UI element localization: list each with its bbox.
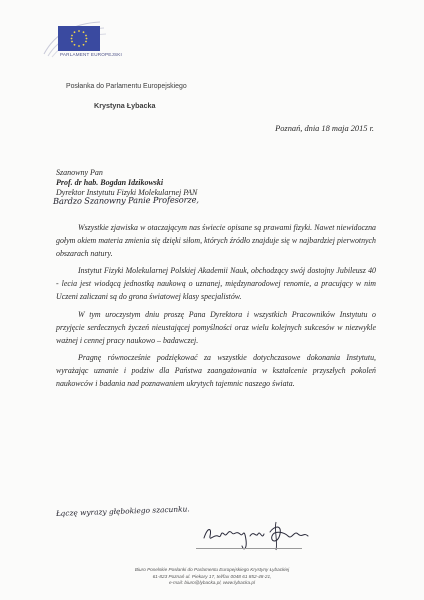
letter-body <box>56 221 376 394</box>
handwritten-closing: Łączę wyrazy głębokiego szacunku. <box>55 504 190 518</box>
handwritten-salutation: Bardzo Szanowny Panie Profesorze, <box>52 194 199 206</box>
logo-text: PARLAMENT EUROPEJSKI <box>60 52 123 57</box>
footer-office: Biuro Poselskie Posłanki do Parlamentu Europejskiego Krystyny Łybackiej <box>134 567 290 572</box>
recipient-name: Prof. dr hab. Bogdan Idzikowski <box>56 178 164 187</box>
body-paragraph: W tym uroczystym dniu proszę Pana Dyrektora i wszystkich Pracowników Instytutu o przyjęcie serdecznych życzeń nieustającej pomyślności oraz wielu kolejnych sukcesów w niezwykle ważnej i cennej pracy naukowo – badawczej. <box>56 309 376 345</box>
signature-line <box>196 548 302 549</box>
footer-address: 61-823 Poznań ul. Piekary 17, tel/fax 0048 61 852-48-21, <box>152 573 272 579</box>
recipient-position: Dyrektor Instytutu Fizyki Molekularnej PAN <box>56 188 198 197</box>
body-paragraph: Instytut Fizyki Molekularnej Polskiej Akademii Nauk, obchodzący swój dostojny Jubileusz 40 - lecia jest wiodącą jednostką naukową o uznanej, międzynarodowej renomie, a pracujący w nim Uczeni zaliczani są do grona światowej klasy specjalistów. <box>56 266 376 302</box>
sender-organization: Posłanka do Parlamentu Europejskiego <box>66 83 187 90</box>
recipient-greeting: Szanowny Pan <box>56 168 103 177</box>
eu-flag-logo <box>58 26 100 51</box>
body-paragraph: Pragnę równocześnie podziękować za wszystkie dotychczasowe dokonania Instytutu, wyrażając uznanie i podziw dla Państwa zaangażowania w kształcenie przyszłych pokoleń naukowców i badania nad poznawaniem ukrytych tajemnic naszego świata. <box>56 352 376 389</box>
footer-contact: e-mail: biuro@lybacka.pl, www.lybacka.pl <box>168 580 256 586</box>
letter-date: Poznań, dnia 18 maja 2015 r. <box>275 124 374 133</box>
handwritten-signature <box>200 516 320 561</box>
body-paragraph: Wszystkie zjawiska w otaczającym nas świecie opisane są prawami fizyki. Nawet niewidoczna gołym okiem materia zmienia się dzięki siłom, których źródło znajduje się w najbardziej pierwotnych obszarach natury. <box>56 223 376 259</box>
sender-name: Krystyna Łybacka <box>94 101 156 110</box>
footer <box>0 567 424 587</box>
